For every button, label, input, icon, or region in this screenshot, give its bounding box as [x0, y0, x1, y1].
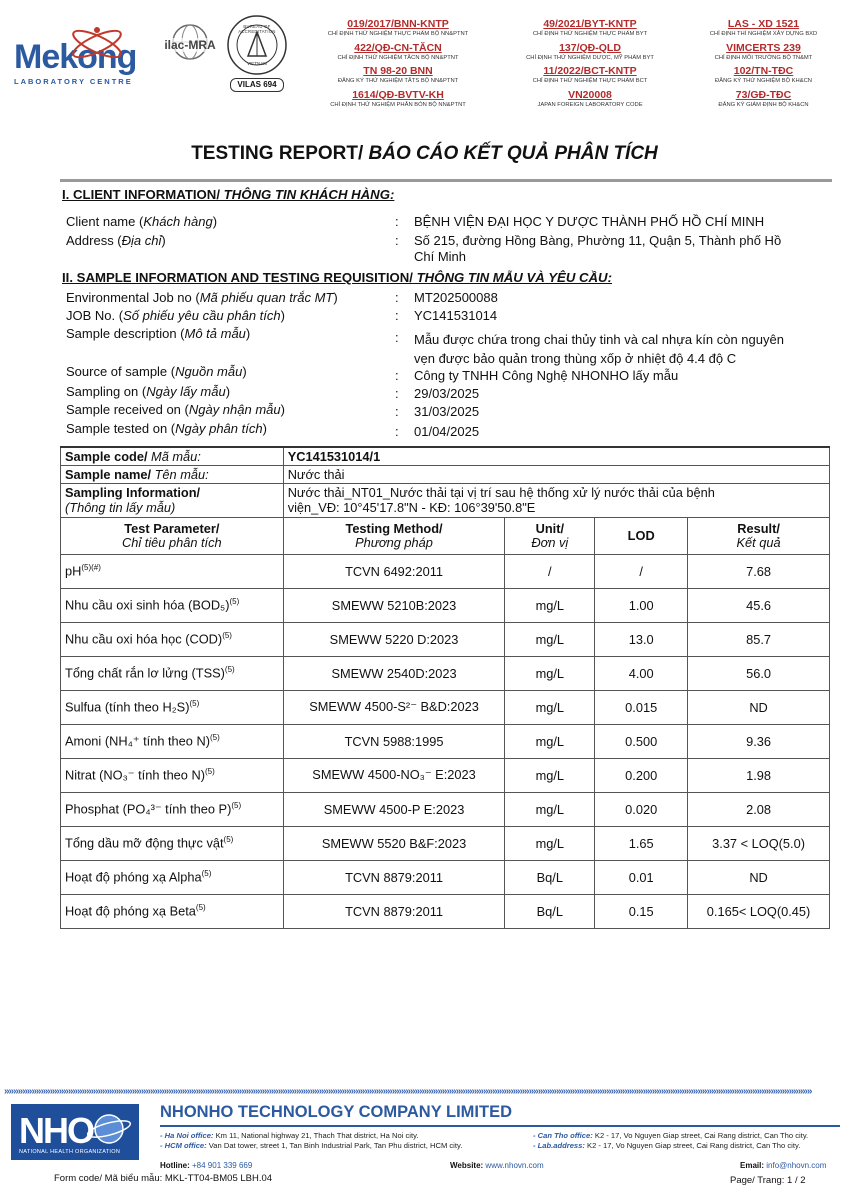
hanoi-office: - Ha Noi office: Km 11, National highway 21, Thach That district, Ha Noi city. [160, 1131, 419, 1140]
lod-cell: 0.01 [595, 860, 688, 894]
result-cell: 56.0 [688, 656, 830, 690]
acc-desc: CHỈ ĐỊNH THỬ NGHIỆM THỰC PHẨM BỘ NN&PTNT [327, 31, 469, 37]
accreditation-col-2 [505, 18, 675, 112]
label-vi: Mã phiếu quan trắc MT [199, 290, 334, 305]
unit-cell: mg/L [505, 690, 595, 724]
method-cell: TCVN 8879:2011 [283, 860, 505, 894]
result-cell: 0.165< LOQ(0.45) [688, 894, 830, 928]
unit-cell: Bq/L [505, 860, 595, 894]
param-name: Nitrat (NO₃⁻ tính theo N) [65, 767, 205, 783]
acc-code: 422/QĐ-CN-TĂCN [354, 41, 442, 54]
bureau-logo [226, 14, 288, 94]
acc-code: 73/GĐ-TĐC [735, 88, 792, 101]
hotline[interactable]: Hotline: +84 901 339 669 [160, 1161, 253, 1170]
param-note: (5) [204, 766, 215, 776]
acc-desc: CHỈ ĐỊNH THÍ NGHIỆM XÂY DỰNG BXD [709, 31, 818, 37]
label-vi: Mô tả mẫu [184, 326, 246, 341]
unit-cell: mg/L [505, 792, 595, 826]
table-row [61, 588, 830, 622]
company-name: NHONHO TECHNOLOGY COMPANY LIMITED [160, 1103, 513, 1121]
label-en: Sample received on ( [66, 402, 189, 417]
client-name-label [66, 214, 217, 229]
param-cell [61, 758, 284, 792]
label-end: ) [333, 290, 338, 305]
sample-name-row [61, 465, 830, 483]
param-name: Hoạt độ phóng xạ Alpha [65, 869, 202, 885]
lod-cell: 1.65 [595, 826, 688, 860]
param-name: Hoạt độ phóng xạ Beta [65, 903, 196, 919]
param-name: Nhu cầu oxi sinh hóa (BOD₅) [65, 597, 230, 613]
vilas-badge: VILAS 694 [230, 78, 284, 92]
result-cell: 7.68 [688, 554, 830, 588]
description-line: vẹn được bảo quản trong thùng xốp ở nhiệt độ 4.4 độ C [414, 351, 737, 366]
acc-code: 49/2021/BYT-KNTP [543, 18, 637, 30]
label-en: Address ( [66, 233, 122, 248]
atom-icon [66, 22, 128, 64]
col-header: Result/ Kết quả [688, 517, 830, 554]
table-row [61, 656, 830, 690]
description-line: Mẫu được chứa trong chai thủy tinh và cal nhựa kín còn nguyên [414, 332, 784, 347]
param-cell [61, 792, 284, 826]
label-vi: Ngày lấy mẫu [146, 384, 226, 399]
unit-cell: / [505, 554, 595, 588]
logo-subtitle: LABORATORY CENTRE [14, 77, 133, 86]
form-code: Form code/ Mã biểu mẫu: MKL-TT04-BM05 LBH.04 [54, 1173, 273, 1184]
table-row [61, 622, 830, 656]
sample-row-value: 29/03/2025 [414, 386, 480, 401]
method-cell: SMEWW 4500-P E:2023 [283, 792, 505, 826]
acc-desc: ĐĂNG KÝ GIÁM ĐỊNH BỘ KH&CN [718, 101, 809, 108]
nhonho-logo [11, 1104, 139, 1160]
col-header: LOD [595, 517, 688, 554]
result-cell: ND [688, 690, 830, 724]
label-end: ) [262, 421, 267, 436]
lod-cell: 0.500 [595, 724, 688, 758]
param-cell [61, 588, 284, 622]
sampling-info-value: Nước thải_NT01_Nước thải tại vị trí sau hệ thống xử lý nước thải của bệnh viện_VĐ: 10°45'17.8"N - KĐ: 106°39'50.8"E [283, 483, 829, 517]
acc-desc: ĐĂNG KÝ THỬ NGHIỆM BỘ KH&CN [715, 78, 812, 84]
table-row [61, 690, 830, 724]
unit-cell: mg/L [505, 724, 595, 758]
method-cell: SMEWW 4500-NO₃⁻ E:2023 [283, 758, 505, 792]
label-vi: Ngày phân tích [175, 421, 263, 436]
acc-code: 137/QĐ-QLD [559, 41, 621, 54]
table-row [61, 826, 830, 860]
sample-row-label [66, 326, 250, 341]
footer-arrow-divider: »»»»»»»»»»»»»»»»»»»»»»»»»»»»»»»»»»»»»»»»»»»»»»»»»»»»»»»»»»»»»»»»»»»»»»»»»»»»»»»»»»»»»»»»»»»»»»»»»»»»»»»»»»»»»»»»»»»»»»»»»»»»»»»»»»»»»»»»»»»»»»»»»»»»»»»»»»»»»»»»»»»»»»»»»»»»»»»»» [4, 1086, 812, 1097]
param-name: Phosphat (PO₄³⁻ tính theo P) [65, 801, 232, 817]
method-cell: SMEWW 2540D:2023 [283, 656, 505, 690]
label-end: ) [242, 364, 247, 379]
param-cell [61, 860, 284, 894]
label-en: Source of sample ( [66, 364, 176, 379]
email-link[interactable]: Email: info@nhovn.com [740, 1161, 827, 1170]
unit-cell: Bq/L [505, 894, 595, 928]
acc-desc: CHỈ ĐỊNH THỬ NGHIỆM DƯỢC, MỸ PHẨM BYT [526, 54, 654, 61]
lod-cell: / [595, 554, 688, 588]
result-cell: ND [688, 860, 830, 894]
section-vi: THÔNG TIN MẪU VÀ YÊU CẦU: [412, 270, 612, 285]
param-name: Amoni (NH₄⁺ tính theo N) [65, 733, 210, 749]
colon: : [395, 330, 399, 345]
acc-desc: ĐĂNG KÝ THỬ NGHIỆM TĂTS BỘ NN&PTNT [337, 78, 459, 84]
sampling-info-row [61, 483, 830, 517]
param-name: pH [65, 563, 82, 579]
office-addresses-left [160, 1131, 530, 1151]
method-cell: TCVN 5988:1995 [283, 724, 505, 758]
colon: : [395, 368, 399, 383]
label-vi: Khách hàng [143, 214, 213, 229]
lod-cell: 4.00 [595, 656, 688, 690]
param-cell [61, 656, 284, 690]
label-en: Client name ( [66, 214, 144, 229]
title-en: TESTING REPORT/ [191, 143, 364, 164]
bureau-text: BUREAU OF ACCREDITATION [238, 24, 276, 34]
logo-word: Mekong [14, 38, 137, 76]
hcm-office: - HCM office: Van Dat tower, street 1, Tan Binh Industrial Park, Tan Phu district, HCM city. [160, 1141, 463, 1150]
unit-cell: mg/L [505, 622, 595, 656]
label-end: ) [280, 402, 285, 417]
acc-code: VIMCERTS 239 [726, 41, 801, 54]
label-vi: Nguồn mẫu [175, 364, 243, 379]
param-name: Nhu cầu oxi hóa học (COD) [65, 631, 223, 647]
col-header: Unit/ Đơn vị [505, 517, 595, 554]
param-name: Tổng dầu mỡ động thực vật [65, 835, 224, 851]
label-end: ) [161, 233, 166, 248]
acc-code: TN 98-20 BNN [363, 65, 433, 77]
label-en: Environmental Job no ( [66, 290, 200, 305]
lod-cell: 0.15 [595, 894, 688, 928]
lod-cell: 0.020 [595, 792, 688, 826]
client-section-heading [62, 187, 394, 202]
mekong-logo [14, 22, 149, 100]
cantho-office: - Can Tho office: K2 - 17, Vo Nguyen Giap street, Cai Rang district, Can Tho city. [533, 1131, 809, 1140]
acc-desc: CHỈ ĐỊNH THỬ NGHIỆM PHÂN BÓN BỘ NN&PTNT [330, 101, 466, 108]
method-cell: SMEWW 5210B:2023 [283, 588, 505, 622]
sample-name-label: Sample name/ Tên mẫu: [61, 465, 284, 483]
unit-cell: mg/L [505, 656, 595, 690]
acc-code: 11/2022/BCT-KNTP [543, 65, 637, 77]
param-note: (5) [222, 631, 232, 641]
lod-cell: 0.015 [595, 690, 688, 724]
section-vi: THÔNG TIN KHÁCH HÀNG: [220, 187, 395, 202]
result-cell: 9.36 [688, 724, 830, 758]
result-cell: 1.98 [688, 758, 830, 792]
method-cell: SMEWW 5520 B&F:2023 [283, 826, 505, 860]
colon: : [395, 308, 399, 323]
colon: : [395, 233, 399, 248]
office-addresses-right [533, 1131, 843, 1151]
result-rows [61, 554, 830, 928]
sample-row-value: 31/03/2025 [414, 404, 480, 419]
sample-row-label [66, 402, 285, 417]
sample-row-value: Công ty TNHH Công Nghệ NHONHO lấy mẫu [414, 368, 679, 383]
lod-cell: 0.200 [595, 758, 688, 792]
sampling-info-label: Sampling Information/ (Thông tin lấy mẫu) [61, 483, 284, 517]
param-note: (5) [195, 903, 206, 913]
lod-cell: 13.0 [595, 622, 688, 656]
param-note: (5)(#) [81, 563, 101, 573]
label-end: ) [212, 214, 218, 229]
acc-code: VN20008 [568, 88, 612, 101]
table-row [61, 860, 830, 894]
param-note: (5) [189, 699, 200, 709]
unit-cell: mg/L [505, 758, 595, 792]
sample-row-label [66, 384, 230, 399]
col-header: Testing Method/ Phương pháp [283, 517, 505, 554]
sample-code-label: Sample code/ Mã mẫu: [61, 447, 284, 465]
method-cell: SMEWW 5220 D:2023 [283, 622, 505, 656]
label-vi: Ngày nhận mẫu [188, 402, 281, 417]
label-vi: Địa chỉ [121, 233, 162, 248]
globe-icon [85, 1112, 133, 1146]
ilac-text: ilac-MRA [156, 38, 224, 52]
colon: : [395, 214, 399, 229]
lab-address: - Lab.address: K2 - 17, Vo Nguyen Giap street, Cai Rang district, Can Tho city. [533, 1141, 801, 1150]
acc-desc: JAPAN FOREIGN LABORATORY CODE [537, 101, 643, 108]
result-cell: 45.6 [688, 588, 830, 622]
website-link[interactable]: Website: www.nhovn.com [450, 1161, 544, 1170]
param-cell [61, 554, 284, 588]
section-en: I. CLIENT INFORMATION/ [62, 187, 220, 202]
sample-row-label [66, 308, 285, 323]
table-row [61, 724, 830, 758]
acc-code: 1614/QĐ-BVTV-KH [352, 88, 444, 101]
colon: : [395, 424, 399, 439]
table-row [61, 758, 830, 792]
param-cell [61, 894, 284, 928]
accreditation-col-3 [686, 18, 841, 112]
param-note: (5) [223, 835, 234, 845]
sample-section-heading [62, 270, 612, 285]
address-line: Số 215, đường Hồng Bàng, Phường 11, Quận 5, Thành phố Hồ [414, 233, 782, 248]
title-vi: BÁO CÁO KẾT QUẢ PHÂN TÍCH [363, 143, 658, 164]
param-cell [61, 690, 284, 724]
param-cell [61, 724, 284, 758]
sample-description-value [414, 330, 784, 368]
param-name: Tổng chất rắn lơ lửng (TSS) [65, 665, 225, 681]
acc-code: LAS - XD 1521 [727, 18, 800, 30]
client-name-value: BỆNH VIỆN ĐẠI HỌC Y DƯỢC THÀNH PHỐ HỒ CHÍ MINH [414, 214, 765, 229]
table-row [61, 554, 830, 588]
accreditation-col-1 [298, 18, 498, 112]
ilac-logo [156, 22, 224, 80]
method-cell: TCVN 6492:2011 [283, 554, 505, 588]
result-cell: 85.7 [688, 622, 830, 656]
method-cell: SMEWW 4500-S²⁻ B&D:2023 [283, 690, 505, 724]
param-cell [61, 826, 284, 860]
sample-row-label [66, 364, 247, 379]
sample-code-row [61, 447, 830, 465]
param-note: (5) [209, 732, 220, 742]
result-cell: 2.08 [688, 792, 830, 826]
page-number: Page/ Trang: 1 / 2 [730, 1175, 806, 1186]
label-end: ) [225, 384, 231, 399]
table-header-row [61, 517, 830, 554]
bureau-country: VIETNAM [246, 61, 267, 66]
lod-cell: 1.00 [595, 588, 688, 622]
label-en: JOB No. ( [66, 308, 124, 323]
address-line: Chí Minh [414, 249, 467, 264]
acc-desc: CHỈ ĐỊNH THỬ NGHIỆM THỰC PHẨM BYT [532, 31, 648, 37]
table-row [61, 894, 830, 928]
acc-code: 102/TN-TĐC [733, 65, 794, 77]
param-name: Sulfua (tính theo H₂S) [65, 699, 190, 715]
unit-cell: mg/L [505, 826, 595, 860]
colon: : [395, 404, 399, 419]
table-row [61, 792, 830, 826]
method-cell: TCVN 8879:2011 [283, 894, 505, 928]
acc-desc: CHỈ ĐỊNH MÔI TRƯỜNG BỘ TN&MT [714, 54, 813, 61]
sample-row-value: MT202500088 [414, 290, 498, 305]
label-en: Sampling on ( [66, 384, 147, 399]
client-address-label [66, 233, 166, 248]
param-cell [61, 622, 284, 656]
acc-desc: CHỈ ĐỊNH THỬ NGHIỆM TĂCN BỘ NN&PTNT [337, 54, 459, 61]
unit-cell: mg/L [505, 588, 595, 622]
sample-name-value: Nước thải [283, 465, 829, 483]
sample-row-value: YC141531014 [414, 308, 498, 323]
sample-row-value: 01/04/2025 [414, 424, 480, 439]
sample-row-label [66, 290, 338, 305]
label-en: Sample description ( [66, 326, 185, 341]
colon: : [395, 290, 399, 305]
col-header: Test Parameter/ Chỉ tiêu phân tích [61, 517, 284, 554]
label-en: Sample tested on ( [66, 421, 176, 436]
logo-org: NATIONAL HEALTH ORGANIZATION [19, 1149, 121, 1155]
param-note: (5) [201, 869, 212, 879]
param-note: (5) [224, 665, 235, 675]
param-note: (5) [231, 800, 242, 810]
company-underline [160, 1125, 840, 1127]
sample-row-label [66, 421, 267, 436]
sample-code-value: YC141531014/1 [283, 447, 829, 465]
result-cell: 3.37 < LOQ(5.0) [688, 826, 830, 860]
logo-letters: NHO [19, 1110, 93, 1151]
acc-desc: CHỈ ĐỊNH THỬ NGHIỆM THỰC PHẨM BCT [532, 78, 648, 84]
label-vi: Số phiếu yêu cầu phân tích [123, 308, 281, 323]
section-en: II. SAMPLE INFORMATION AND TESTING REQUISITION/ [62, 270, 413, 285]
report-title [0, 143, 849, 165]
colon: : [395, 386, 399, 401]
label-end: ) [245, 326, 251, 341]
title-divider [60, 179, 832, 182]
acc-code: 019/2017/BNN-KNTP [347, 18, 449, 30]
param-note: (5) [229, 597, 240, 607]
client-address-value [414, 233, 781, 265]
results-table [60, 446, 830, 929]
label-end: ) [280, 308, 285, 323]
